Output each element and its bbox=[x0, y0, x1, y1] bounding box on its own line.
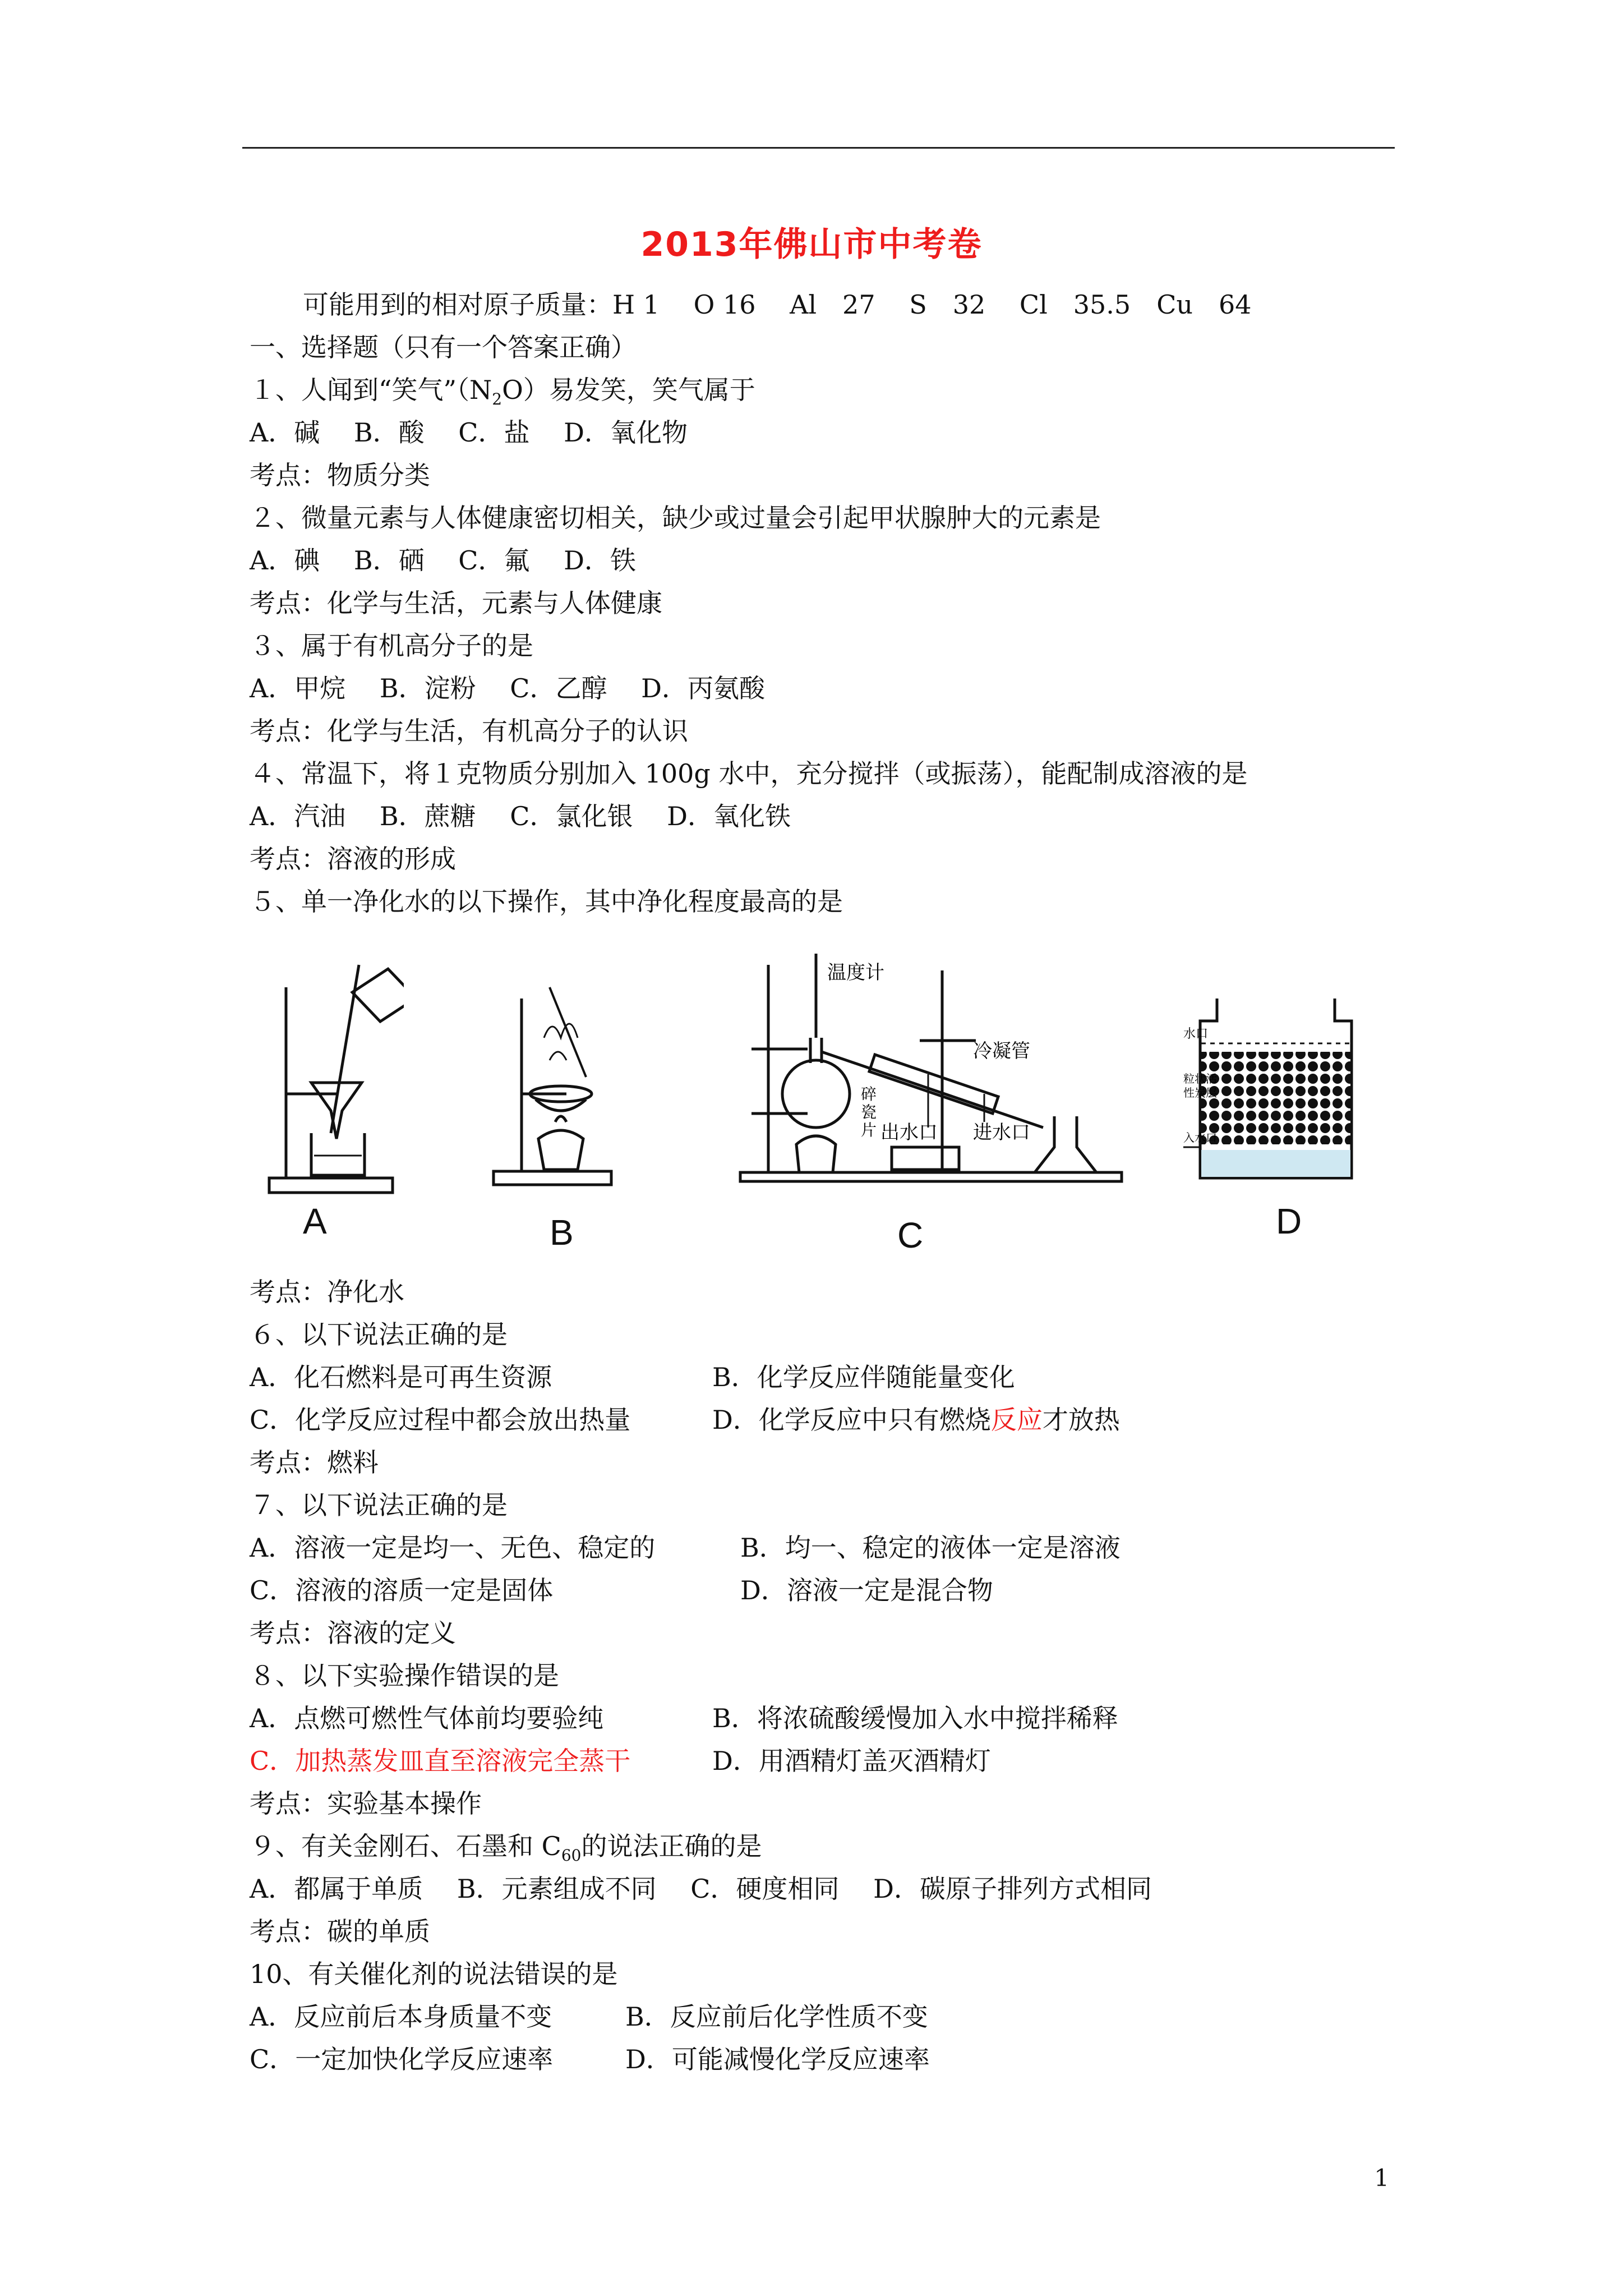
q6-option-a: A．化石燃料是可再生资源 bbox=[250, 1362, 552, 1392]
fig-label-c: C bbox=[897, 1215, 924, 1255]
q7-option-d: D．溶液一定是混合物 bbox=[740, 1575, 993, 1605]
q2-keypoint: 考点：化学与生活，元素与人体健康 bbox=[250, 588, 662, 618]
q8-option-c: C．加热蒸发皿直至溶液完全蒸干 bbox=[250, 1746, 631, 1776]
q6-option-b: B．化学反应伴随能量变化 bbox=[712, 1362, 1015, 1392]
evaporation-apparatus-figure bbox=[482, 954, 623, 1195]
fig-label-b: B bbox=[550, 1212, 574, 1253]
q8-option-d: D．用酒精灯盖灭酒精灯 bbox=[712, 1746, 991, 1776]
carbon-filter-figure bbox=[1183, 999, 1368, 1184]
q2-options: A．碘 B．硒 C．氟 D．铁 bbox=[250, 545, 636, 576]
fig-label-a: A bbox=[303, 1201, 327, 1241]
page-title: 2013年佛山市中考卷 bbox=[640, 225, 983, 264]
label-thermometer: 温度计 bbox=[827, 961, 884, 984]
q9-keypoint: 考点：碳的单质 bbox=[250, 1916, 430, 1947]
label-d-carbon-1: 粒状活 bbox=[1183, 1072, 1217, 1085]
q10-option-d: D．可能减慢化学反应速率 bbox=[625, 2044, 930, 2074]
q10-stem: 10、有关催化剂的说法错误的是 bbox=[250, 1959, 618, 1989]
q7-stem: ７、以下说法正确的是 bbox=[250, 1490, 508, 1520]
q7-option-a: A．溶液一定是均一、无色、稳定的 bbox=[250, 1533, 656, 1563]
label-d-water-in: 入水口 bbox=[1183, 1131, 1217, 1144]
header-rule bbox=[242, 147, 1395, 149]
q7-option-b: B．均一、稳定的液体一定是溶液 bbox=[740, 1533, 1121, 1563]
label-condenser: 冷凝管 bbox=[973, 1040, 1030, 1062]
q10-option-b: B．反应前后化学性质不变 bbox=[625, 2001, 928, 2032]
atomic-masses: 可能用到的相对原子质量：H 1 O 16 Al 27 S 32 Cl 35.5 Cu 64 bbox=[303, 289, 1252, 320]
q4-stem: ４、常温下，将１克物质分别加入 100g 水中，充分搅拌（或振荡），能配制成溶液的是 bbox=[250, 758, 1248, 789]
q3-options: A．甲烷 B．淀粉 C．乙醇 D．丙氨酸 bbox=[250, 673, 765, 703]
q10-option-c: C．一定加快化学反应速率 bbox=[250, 2044, 554, 2074]
q8-stem: ８、以下实验操作错误的是 bbox=[250, 1660, 559, 1691]
q5-stem: ５、单一净化水的以下操作，其中净化程度最高的是 bbox=[250, 886, 843, 917]
q9-options: A．都属于单质 B．元素组成不同 C．硬度相同 D．碳原子排列方式相同 bbox=[250, 1874, 1152, 1904]
label-water-in: 进水口 bbox=[973, 1121, 1030, 1144]
label-chips-3: 片 bbox=[861, 1121, 877, 1139]
q6-keypoint: 考点：燃料 bbox=[250, 1447, 379, 1478]
distillation-apparatus-figure bbox=[729, 954, 1144, 1189]
section-heading: 一、选择题（只有一个答案正确） bbox=[250, 332, 637, 362]
label-chips-2: 瓷 bbox=[861, 1103, 877, 1121]
q3-keypoint: 考点：化学与生活，有机高分子的认识 bbox=[250, 716, 688, 746]
q3-stem: ３、属于有机高分子的是 bbox=[250, 631, 533, 661]
q4-keypoint: 考点：溶液的形成 bbox=[250, 844, 456, 874]
q8-keypoint: 考点：实验基本操作 bbox=[250, 1788, 482, 1819]
label-d-carbon-2: 性炭层 bbox=[1183, 1086, 1217, 1099]
q4-options: A．汽油 B．蔗糖 C．氯化银 D．氧化铁 bbox=[250, 801, 791, 831]
q6-option-d: D．化学反应中只有燃烧反应才放热 bbox=[712, 1405, 1120, 1435]
q6-stem: ６、以下说法正确的是 bbox=[250, 1319, 508, 1350]
q6-option-c: C．化学反应过程中都会放出热量 bbox=[250, 1405, 631, 1435]
label-water-out: 出水口 bbox=[880, 1121, 938, 1144]
q8-option-a: A．点燃可燃性气体前均要验纯 bbox=[250, 1703, 604, 1733]
q1-stem: １、人闻到“笑气$”(N_2O)$易发笑，笑气属于 bbox=[250, 375, 755, 409]
label-chips-1: 碎 bbox=[861, 1085, 877, 1103]
q5-keypoint: 考点：净化水 bbox=[250, 1277, 404, 1307]
label-d-water-out: 水口 bbox=[1183, 1027, 1209, 1041]
fig-label-d: D bbox=[1276, 1201, 1302, 1241]
q10-option-a: A．反应前后本身质量不变 bbox=[250, 2001, 552, 2032]
q2-stem: ２、微量元素与人体健康密切相关，缺少或过量会引起甲状腺肿大的元素是 bbox=[250, 503, 1101, 533]
q1-keypoint: 考点：物质分类 bbox=[250, 460, 430, 490]
q7-option-c: C．溶液的溶质一定是固体 bbox=[250, 1575, 554, 1605]
q1-options: A．碱 B．酸 C．盐 D．氧化物 bbox=[250, 417, 688, 448]
q7-keypoint: 考点：溶液的定义 bbox=[250, 1618, 456, 1648]
filtration-apparatus-figure bbox=[247, 954, 404, 1200]
page-number: 1 bbox=[1374, 2164, 1389, 2192]
q8-option-b: B．将浓硫酸缓慢加入水中搅拌稀释 bbox=[712, 1703, 1118, 1733]
q9-stem: ９、有关金刚石、石墨和 $C_{60}$的说法正确的是 bbox=[250, 1831, 762, 1865]
